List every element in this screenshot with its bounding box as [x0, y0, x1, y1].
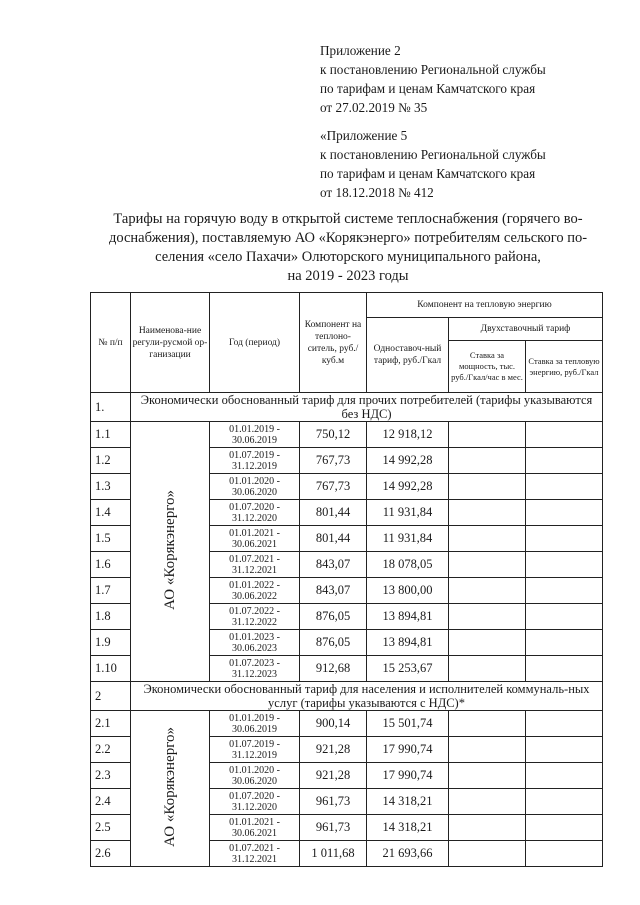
carrier-value: 750,12: [300, 422, 367, 448]
single-rate-value: 15 253,67: [367, 656, 449, 682]
carrier-value: 912,68: [300, 656, 367, 682]
appendix-line: «Приложение 5: [320, 128, 408, 143]
single-rate-value: 14 992,28: [367, 474, 449, 500]
row-number: 1.5: [91, 526, 131, 552]
section-row: [91, 393, 603, 422]
header-period: Год (период): [210, 293, 300, 393]
row-number: 2.1: [91, 711, 131, 737]
single-rate-value: 14 318,21: [367, 789, 449, 815]
period-cell: 01.07.2022 - 31.12.2022: [210, 604, 300, 630]
header-two-rate: Двухставочный тариф: [449, 318, 603, 341]
carrier-value: 801,44: [300, 500, 367, 526]
energy-rate-value: [526, 737, 603, 763]
capacity-rate-value: [449, 656, 526, 682]
row-number: 2.4: [91, 789, 131, 815]
energy-rate-value: [526, 448, 603, 474]
energy-rate-value: [526, 578, 603, 604]
carrier-value: 801,44: [300, 526, 367, 552]
row-number: 1.10: [91, 656, 131, 682]
period-cell: 01.07.2019 - 31.12.2019: [210, 448, 300, 474]
header-thermal-component: Компонент на тепловую энергию: [367, 293, 603, 318]
header-capacity-rate: Ставка за мощность, тыс. руб./Гкал/час в мес.: [449, 341, 526, 393]
capacity-rate-value: [449, 578, 526, 604]
single-rate-value: 17 990,74: [367, 737, 449, 763]
table-row: [91, 711, 603, 737]
carrier-value: 900,14: [300, 711, 367, 737]
period-cell: 01.07.2021 - 31.12.2021: [210, 841, 300, 867]
table-body: [91, 393, 603, 867]
capacity-rate-value: [449, 815, 526, 841]
organization-cell: [131, 422, 210, 682]
organization-name: АО «Корякэнерго»: [161, 726, 178, 847]
carrier-value: 843,07: [300, 552, 367, 578]
period-cell: 01.01.2023 - 30.06.2023: [210, 630, 300, 656]
period-cell: 01.01.2019 - 30.06.2019: [210, 422, 300, 448]
title-line: доснабжения), поставляемую АО «Корякэнерго» потребителям сельского по-: [108, 230, 588, 246]
energy-rate-value: [526, 789, 603, 815]
capacity-rate-value: [449, 711, 526, 737]
carrier-value: 961,73: [300, 789, 367, 815]
row-number: 2.5: [91, 815, 131, 841]
capacity-rate-value: [449, 500, 526, 526]
single-rate-value: 17 990,74: [367, 763, 449, 789]
capacity-rate-value: [449, 526, 526, 552]
row-number: 1.7: [91, 578, 131, 604]
single-rate-value: 11 931,84: [367, 500, 449, 526]
header-carrier-component: Компонент на теплоно-ситель, руб./куб.м: [300, 293, 367, 393]
appendix-line: от 18.12.2018 № 412: [320, 185, 434, 200]
capacity-rate-value: [449, 841, 526, 867]
appendix-line: к постановлению Региональной службы: [320, 147, 546, 162]
title-line: на 2019 - 2023 годы: [287, 268, 409, 284]
energy-rate-value: [526, 422, 603, 448]
energy-rate-value: [526, 526, 603, 552]
appendix-line: от 27.02.2019 № 35: [320, 100, 428, 115]
carrier-value: 767,73: [300, 448, 367, 474]
carrier-value: 961,73: [300, 815, 367, 841]
row-number: 1.3: [91, 474, 131, 500]
appendix-original-header: [320, 126, 620, 202]
period-cell: 01.07.2019 - 31.12.2019: [210, 737, 300, 763]
energy-rate-value: [526, 630, 603, 656]
energy-rate-value: [526, 500, 603, 526]
capacity-rate-value: [449, 448, 526, 474]
period-cell: 01.01.2021 - 30.06.2021: [210, 526, 300, 552]
header-num: № п/п: [91, 293, 131, 393]
row-number: 1.2: [91, 448, 131, 474]
row-number: 1.9: [91, 630, 131, 656]
carrier-value: 876,05: [300, 604, 367, 630]
energy-rate-value: [526, 656, 603, 682]
single-rate-value: 11 931,84: [367, 526, 449, 552]
single-rate-value: 14 318,21: [367, 815, 449, 841]
single-rate-value: 12 918,12: [367, 422, 449, 448]
section-title: Экономически обоснованный тариф для населения и исполнителей коммуналь-ных услуг (тарифы указываются с НДС)*: [131, 682, 603, 711]
period-cell: 01.07.2020 - 31.12.2020: [210, 789, 300, 815]
capacity-rate-value: [449, 763, 526, 789]
single-rate-value: 15 501,74: [367, 711, 449, 737]
single-rate-value: 13 894,81: [367, 604, 449, 630]
energy-rate-value: [526, 474, 603, 500]
period-cell: 01.07.2020 - 31.12.2020: [210, 500, 300, 526]
capacity-rate-value: [449, 789, 526, 815]
carrier-value: 876,05: [300, 630, 367, 656]
header-organization: Наименова-ние регули-русмой ор-ганизации: [131, 293, 210, 393]
row-number: 2.6: [91, 841, 131, 867]
row-number: 2.2: [91, 737, 131, 763]
period-cell: 01.01.2020 - 30.06.2020: [210, 763, 300, 789]
title-line: селения «село Пахачи» Олюторского муниципального района,: [155, 249, 541, 265]
capacity-rate-value: [449, 474, 526, 500]
carrier-value: 843,07: [300, 578, 367, 604]
single-rate-value: 21 693,66: [367, 841, 449, 867]
energy-rate-value: [526, 815, 603, 841]
tariff-table: [90, 292, 603, 867]
row-number: 1.6: [91, 552, 131, 578]
appendix-line: по тарифам и ценам Камчатского края: [320, 81, 536, 96]
period-cell: 01.01.2020 - 30.06.2020: [210, 474, 300, 500]
period-cell: 01.07.2023 - 31.12.2023: [210, 656, 300, 682]
carrier-value: 1 011,68: [300, 841, 367, 867]
document-title: [88, 210, 608, 286]
period-cell: 01.01.2019 - 30.06.2019: [210, 711, 300, 737]
energy-rate-value: [526, 711, 603, 737]
carrier-value: 921,28: [300, 763, 367, 789]
energy-rate-value: [526, 763, 603, 789]
organization-name: АО «Корякэнерго»: [161, 489, 178, 610]
capacity-rate-value: [449, 552, 526, 578]
appendix-current-header: [320, 41, 620, 117]
row-number: 1.4: [91, 500, 131, 526]
energy-rate-value: [526, 552, 603, 578]
period-cell: 01.01.2021 - 30.06.2021: [210, 815, 300, 841]
header-energy-rate: Ставка за тепловую энергию, руб./Гкал: [526, 341, 603, 393]
appendix-line: к постановлению Региональной службы: [320, 62, 546, 77]
energy-rate-value: [526, 841, 603, 867]
energy-rate-value: [526, 604, 603, 630]
carrier-value: 921,28: [300, 737, 367, 763]
appendix-line: по тарифам и ценам Камчатского края: [320, 166, 536, 181]
single-rate-value: 13 894,81: [367, 630, 449, 656]
row-number: 1.1: [91, 422, 131, 448]
capacity-rate-value: [449, 737, 526, 763]
capacity-rate-value: [449, 422, 526, 448]
header-single-rate: Одноставоч-ный тариф, руб./Гкал: [367, 318, 449, 393]
row-number: 2.3: [91, 763, 131, 789]
capacity-rate-value: [449, 630, 526, 656]
single-rate-value: 14 992,28: [367, 448, 449, 474]
single-rate-value: 13 800,00: [367, 578, 449, 604]
capacity-rate-value: [449, 604, 526, 630]
row-number: 1.8: [91, 604, 131, 630]
carrier-value: 767,73: [300, 474, 367, 500]
period-cell: 01.01.2022 - 30.06.2022: [210, 578, 300, 604]
section-title: Экономически обоснованный тариф для прочих потребителей (тарифы указываются без НДС): [131, 393, 603, 422]
section-number: 2: [91, 682, 131, 711]
section-number: 1.: [91, 393, 131, 422]
single-rate-value: 18 078,05: [367, 552, 449, 578]
table-row: [91, 422, 603, 448]
section-row: [91, 682, 603, 711]
organization-cell: [131, 711, 210, 867]
title-line: Тарифы на горячую воду в открытой системе теплоснабжения (горячего во-: [113, 211, 583, 227]
appendix-line: Приложение 2: [320, 43, 401, 58]
period-cell: 01.07.2021 - 31.12.2021: [210, 552, 300, 578]
